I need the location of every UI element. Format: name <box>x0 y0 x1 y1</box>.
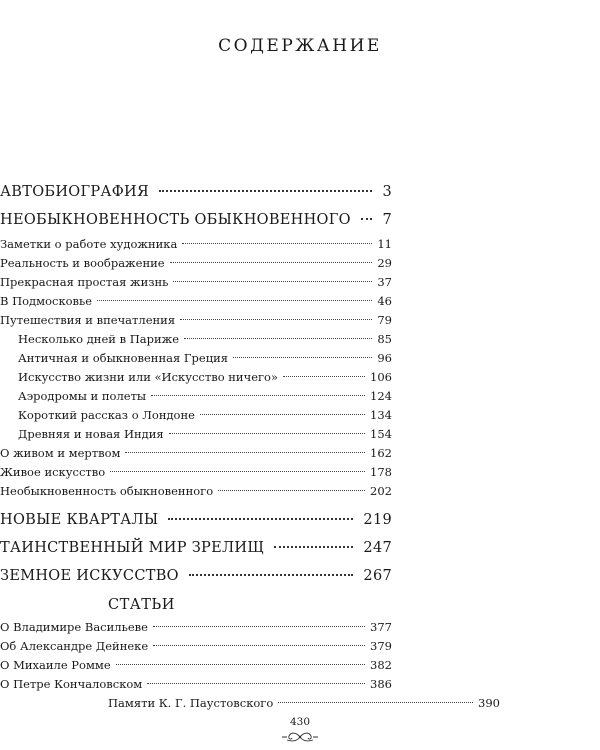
toc-entry-label: Искусство жизни или «Искусство ничего» <box>18 370 278 384</box>
toc-entry-label: О Владимире Васильеве <box>0 620 148 634</box>
toc-entry-page: 382 <box>370 658 392 672</box>
dot-leader <box>233 357 372 358</box>
dot-leader <box>153 645 365 646</box>
toc-entry-page: 79 <box>377 313 392 327</box>
toc-entry <box>0 512 392 528</box>
toc-entry-page: 11 <box>377 237 392 251</box>
toc-entry-label: Древняя и новая Индия <box>18 427 164 441</box>
toc-entry-page: 386 <box>370 677 392 691</box>
toc-entry-page: 178 <box>370 465 392 479</box>
toc-entry <box>0 237 392 251</box>
toc-entry <box>0 351 392 365</box>
dot-leader <box>159 190 372 192</box>
toc-entry <box>0 370 392 384</box>
dot-leader <box>278 702 473 703</box>
dot-leader <box>170 262 373 263</box>
dot-leader <box>180 319 372 320</box>
toc-entry-label: Античная и обыкновенная Греция <box>18 351 229 365</box>
toc-entry-label: Короткий рассказ о Лондоне <box>18 408 195 422</box>
toc-entry <box>108 696 500 710</box>
dot-leader <box>184 338 372 339</box>
toc-entry-page: 202 <box>370 484 392 498</box>
toc-entry-label: АВТОБИОГРАФИЯ <box>0 184 150 200</box>
toc-entry-label: Реальность и воображение <box>0 256 165 270</box>
toc-entry-page: 219 <box>363 512 392 528</box>
toc-entry-label: О живом и мертвом <box>0 446 121 460</box>
dot-leader <box>147 683 365 684</box>
dot-leader <box>173 281 372 282</box>
toc-entry-label: Заметки о работе художника <box>0 237 178 251</box>
toc-entry <box>0 184 392 200</box>
dot-leader <box>125 452 365 453</box>
toc-entry-label: Необыкновенность обыкновенного <box>0 484 214 498</box>
toc-entry-label: НОВЫЕ КВАРТАЛЫ <box>0 512 159 528</box>
toc-entry-page: 124 <box>370 389 392 403</box>
toc-entry <box>0 465 392 479</box>
toc-entry-label: ТАИНСТВЕННЫЙ МИР ЗРЕЛИЩ <box>0 540 265 556</box>
toc-entry-page: 377 <box>370 620 392 634</box>
toc-entry-page: 267 <box>363 568 392 584</box>
toc-entry-page: 29 <box>377 256 392 270</box>
section-heading: СТАТЬИ <box>108 597 175 613</box>
dot-leader <box>218 490 365 491</box>
toc-entry-page: 247 <box>363 540 392 556</box>
toc-entry <box>0 446 392 460</box>
toc-entry <box>0 256 392 270</box>
toc-entry-page: 3 <box>382 184 392 200</box>
toc-entry-label: Прекрасная простая жизнь <box>0 275 169 289</box>
toc-entry <box>0 658 392 672</box>
toc-entry-page: 390 <box>478 696 500 710</box>
toc-entry <box>0 212 392 228</box>
toc-entry <box>0 294 392 308</box>
toc-entry-page: 85 <box>377 332 392 346</box>
dot-leader <box>182 243 372 244</box>
dot-leader <box>283 376 365 377</box>
dot-leader <box>168 518 353 520</box>
toc-entry-label: Памяти К. Г. Паустовского <box>108 696 274 710</box>
toc-entry <box>0 313 392 327</box>
toc-entry <box>0 427 392 441</box>
toc-entry <box>0 568 392 584</box>
toc-entry-page: 154 <box>370 427 392 441</box>
toc-entry-page: 162 <box>370 446 392 460</box>
toc-entry-page: 106 <box>370 370 392 384</box>
dot-leader <box>97 300 372 301</box>
toc-entry-label: В Подмосковье <box>0 294 93 308</box>
toc-entry <box>0 639 392 653</box>
toc-entry <box>0 677 392 691</box>
toc-entry-label: Несколько дней в Париже <box>18 332 180 346</box>
toc-entry <box>0 275 392 289</box>
ornament-icon <box>279 731 321 743</box>
dot-leader <box>169 433 365 434</box>
toc-entry-page: 379 <box>370 639 392 653</box>
dot-leader <box>274 546 353 548</box>
toc-entry-label: Аэродромы и полеты <box>18 389 147 403</box>
toc-entry-page: 7 <box>382 212 392 228</box>
toc-entry-label: ЗЕМНОЕ ИСКУССТВО <box>0 568 179 584</box>
dot-leader <box>200 414 365 415</box>
toc-entry <box>0 332 392 346</box>
dot-leader <box>361 218 373 220</box>
toc-entry-label: О Михаиле Ромме <box>0 658 111 672</box>
toc-entry <box>0 620 392 634</box>
toc-entry-label: НЕОБЫКНОВЕННОСТЬ ОБЫКНОВЕННОГО <box>0 212 351 228</box>
page-number: 430 <box>289 716 311 728</box>
toc-entry <box>0 484 392 498</box>
toc-entry-label: Об Александре Дейнеке <box>0 639 149 653</box>
page-title: СОДЕРЖАНИЕ <box>218 36 382 56</box>
dot-leader <box>151 395 365 396</box>
dot-leader <box>116 664 365 665</box>
dot-leader <box>110 471 365 472</box>
toc-entry-label: Живое искусство <box>0 465 106 479</box>
toc-entry-page: 96 <box>377 351 392 365</box>
toc-entry-page: 46 <box>377 294 392 308</box>
toc-entry-page: 134 <box>370 408 392 422</box>
toc-entry-label: Путешествия и впечатления <box>0 313 176 327</box>
toc-entry-page: 37 <box>377 275 392 289</box>
toc-entry-label: О Петре Кончаловском <box>0 677 143 691</box>
dot-leader <box>153 626 365 627</box>
toc-entry <box>0 389 392 403</box>
toc-entry <box>0 540 392 556</box>
dot-leader <box>189 574 354 576</box>
toc-entry <box>0 408 392 422</box>
